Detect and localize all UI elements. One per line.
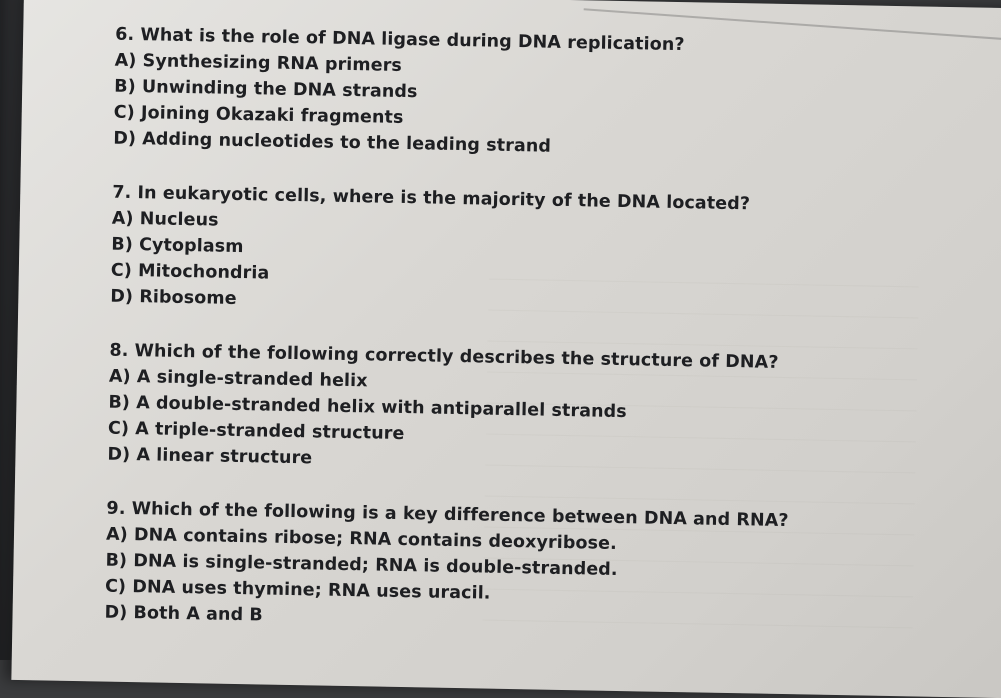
question-prompt: 6. What is the role of DNA ligase during DNA replication? <box>115 24 685 56</box>
question-prompt: 8. Which of the following correctly describes the structure of DNA? <box>109 340 779 373</box>
quiz-questions <box>104 22 798 666</box>
answer-option-d: D) Both A and B <box>104 602 264 626</box>
answer-option-b: B) Cytoplasm <box>111 234 244 258</box>
answer-option-a: A) A single-stranded helix <box>108 366 368 392</box>
answer-option-c: C) Joining Okazaki fragments <box>113 102 404 128</box>
answer-option-a: A) Nucleus <box>111 208 219 231</box>
quiz-paper-sheet <box>11 0 1001 698</box>
answer-option-d: D) A linear structure <box>107 444 313 469</box>
answer-option-b: B) Unwinding the DNA strands <box>114 76 418 103</box>
answer-option-b: B) DNA is single-stranded; RNA is double-stranded. <box>105 550 618 580</box>
answer-option-a: A) DNA contains ribose; RNA contains deoxyribose. <box>105 524 618 554</box>
answer-option-c: C) DNA uses thymine; RNA uses uracil. <box>104 576 491 604</box>
answer-option-c: C) A triple-stranded structure <box>107 418 405 445</box>
question-6 <box>113 22 797 164</box>
answer-option-c: C) Mitochondria <box>110 260 270 284</box>
question-9 <box>104 496 788 638</box>
question-8 <box>107 338 791 480</box>
answer-option-d: D) Ribosome <box>110 286 237 309</box>
answer-option-d: D) Adding nucleotides to the leading strand <box>113 128 552 157</box>
question-7 <box>110 180 794 322</box>
answer-option-b: B) A double-stranded helix with antiparallel strands <box>108 392 627 423</box>
question-prompt: 9. Which of the following is a key difference between DNA and RNA? <box>106 498 789 532</box>
question-prompt: 7. In eukaryotic cells, where is the majority of the DNA located? <box>112 182 751 215</box>
answer-option-a: A) Synthesizing RNA primers <box>114 50 403 76</box>
